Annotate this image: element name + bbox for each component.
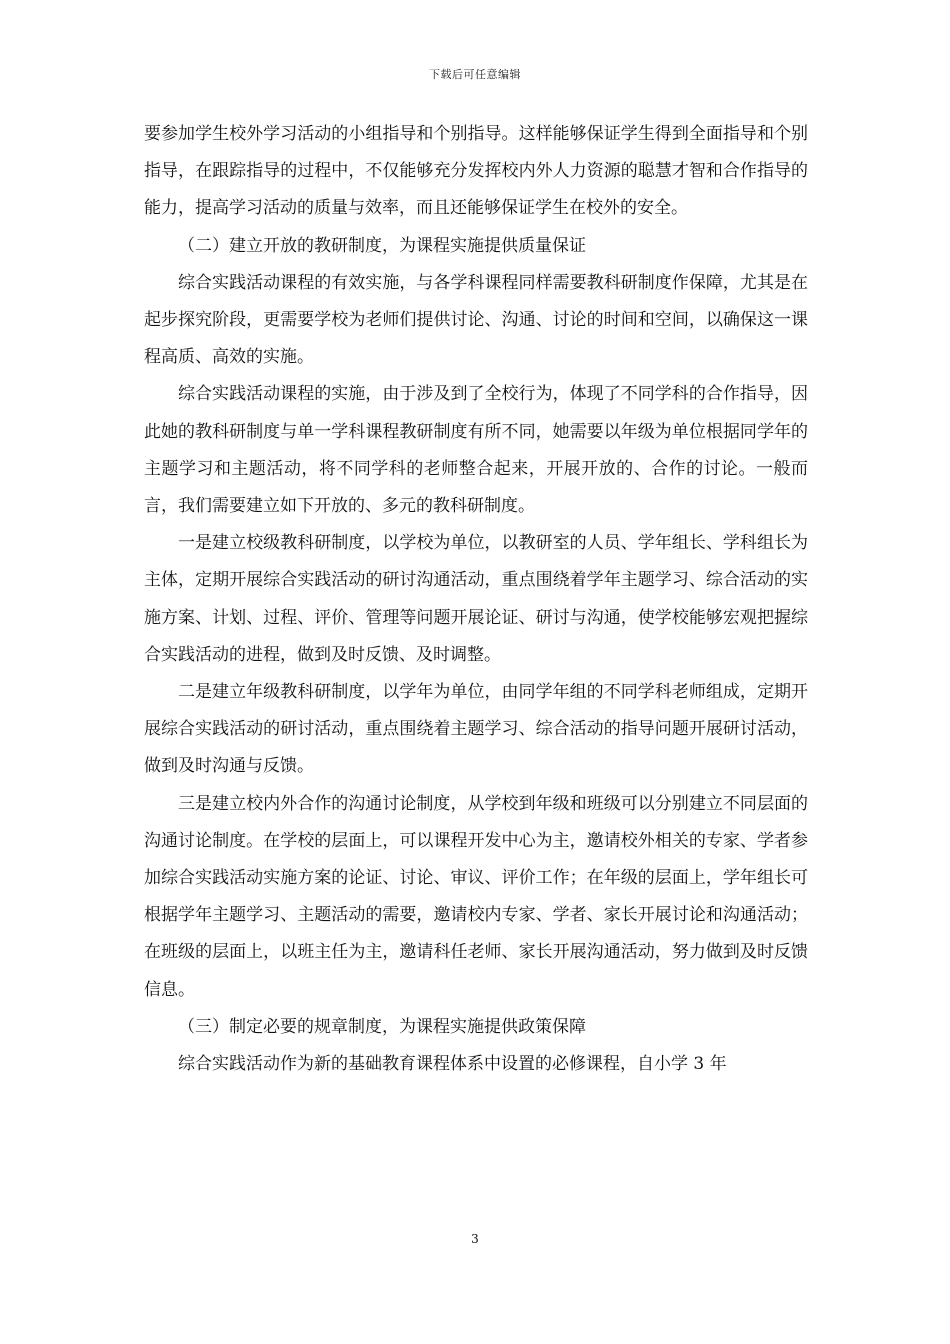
paragraph: 综合实践活动课程的实施，由于涉及到了全校行为，体现了不同学科的合作指导，因此她的教科研制度与单一学科课程教研制度有所不同，她需要以年级为单位根据同学年的主题学习和主题活动，将不同学科的老师整合起来，开展开放的、合作的讨论。一般而言，我们需要建立如下开放的、多元的教科研制度。 — [144, 384, 808, 517]
page-header: 下载后可任意编辑 — [429, 68, 521, 81]
document-body — [144, 116, 808, 1221]
paragraph: 综合实践活动课程的有效实施，与各学科课程同样需要教科研制度作保障，尤其是在起步探究阶段，更需要学校为老师们提供讨论、沟通、讨论的时间和空间，以确保这一课程高质、高效的实施。 — [144, 272, 808, 368]
paragraph: 综合实践活动作为新的基础教育课程体系中设置的必修课程，自小学 3 年 — [178, 1054, 727, 1075]
paragraph-continuation: 要参加学生校外学习活动的小组指导和个别指导。这样能够保证学生得到全面指导和个别指导，在跟踪指导的过程中，不仅能够充分发挥校内外人力资源的聪慧才智和合作指导的能力，提高学习活动的质量与效率，而且还能够保证学生在校外的安全。 — [144, 124, 808, 219]
page-number: 3 — [471, 1232, 479, 1246]
paragraph-grade-level: 二是建立年级教科研制度，以学年为单位，由同学年组的不同学科老师组成，定期开展综合实践活动的研讨活动，重点围绕着主题学习、综合活动的指导问题开展研讨活动，做到及时沟通与反馈。 — [144, 682, 808, 777]
section-heading-2: （二）建立开放的教研制度，为课程实施提供质量保证 — [178, 235, 586, 256]
paragraph-school-level: 一是建立校级教科研制度，以学校为单位，以教研室的人员、学年组长、学科组长为主体，定期开展综合实践活动的研讨沟通活动，重点围绕着学年主题学习、综合活动的实施方案、计划、过程、评价、管理等问题开展论证、研讨与沟通，使学校能够宏观把握综合实践活动的进程，做到及时反馈、及时调整。 — [144, 533, 808, 665]
section-heading-3: （三）制定必要的规章制度，为课程实施提供政策保障 — [178, 1016, 586, 1037]
paragraph-cooperation-level: 三是建立校内外合作的沟通讨论制度，从学校到年级和班级可以分别建立不同层面的沟通讨论制度。在学校的层面上，可以课程开发中心为主，邀请校外相关的专家、学者参加综合实践活动实施方案的论证、讨论、审议、评价工作；在年级的层面上，学年组长可根据学年主题学习、主题活动的需要，邀请校内专家、学者、家长开展讨论和沟通活动；在班级的层面上，以班主任为主，邀请科任老师、家长开展沟通活动，努力做到及时反馈信息。 — [144, 793, 808, 1000]
